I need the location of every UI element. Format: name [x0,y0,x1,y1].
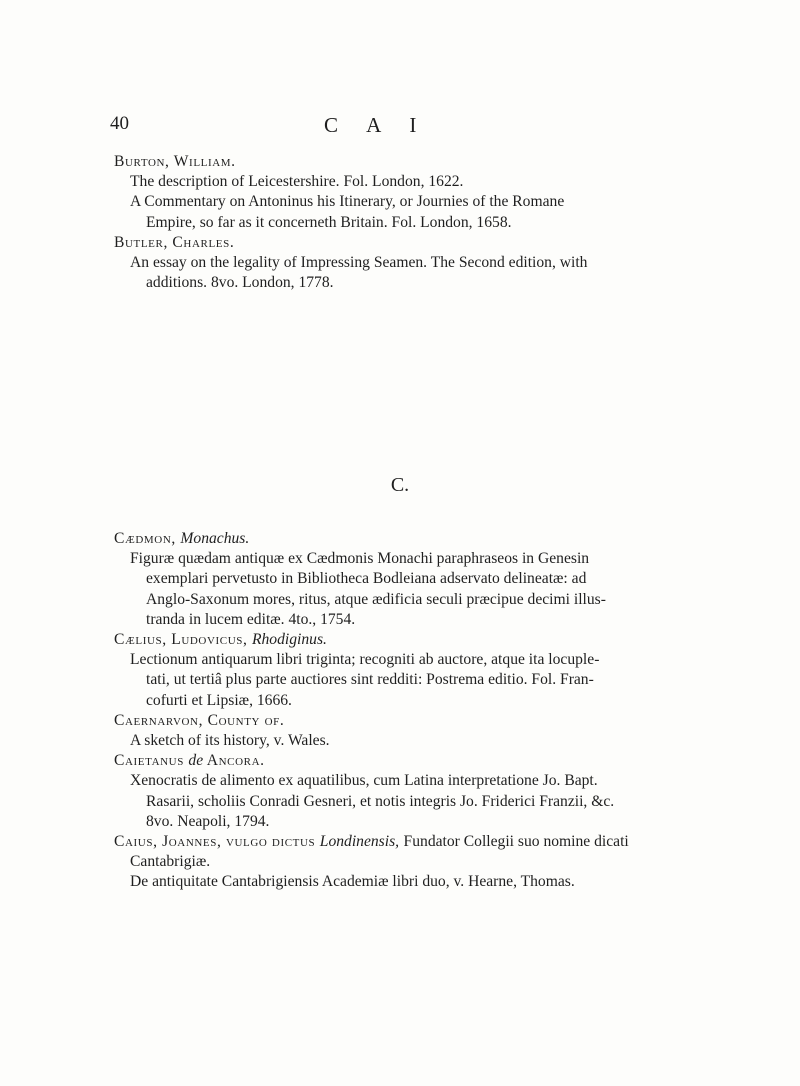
heading-butler: Butler, Charles. [114,233,235,251]
entry-line: Anglo-Saxonum mores, ritus, atque ædificia seculi præcipue decimi illus- [146,590,606,608]
heading-caietanus [114,751,730,771]
running-head-letters: C A I [324,113,429,137]
heading-name: Caietanus [114,752,184,770]
section-letter: C. [390,474,410,496]
entry-line: tati, ut tertiâ plus parte auctiores sint redditi: Postrema editio. Fol. Fran- [146,671,594,689]
entry-line: tranda in lucem editæ. 4to., 1754. [146,610,356,628]
entry-line: The description of Leicestershire. Fol. London, 1622. [130,173,464,191]
entry-caius-heading-cont [130,852,730,872]
heading-caelius [114,630,730,650]
heading-epithet: Londinensis, [319,833,400,851]
entry-caelius-1 [130,650,730,711]
page-number: 40 [110,113,129,134]
entry-line: Xenocratis de alimento ex aquatilibus, cum Latina interpretatione Jo. Bapt. [130,772,598,790]
entry-burton-2 [130,192,730,232]
entry-burton-1 [130,172,730,192]
heading-tail: Fundator Collegii suo nomine dicati [403,833,629,851]
entry-caernarvon-1 [130,731,730,751]
entry-line: 8vo. Neapoli, 1794. [146,812,270,830]
entry-butler-1 [130,253,730,293]
heading-tail: Ancora. [206,752,265,770]
heading-particle: de [188,752,204,770]
heading-name: Caius, Joannes, vulgo dictus [114,833,316,851]
heading-name: Caernarvon, County of. [114,711,285,729]
heading-name: Cælius, Ludovicus, [114,631,248,649]
entry-caedmon-1 [130,549,730,630]
entry-caietanus-1 [130,771,730,832]
running-head [110,113,700,139]
entry-line: De antiquitate Cantabrigiensis Academiæ libri duo, v. Hearne, Thomas. [130,873,575,891]
entries-block-bottom [114,529,730,893]
heading-caedmon [114,529,730,549]
heading-epithet: Rhodiginus. [251,631,327,649]
entry-caius-1 [130,872,730,892]
heading-epithet: Monachus. [180,530,250,547]
entry-line: Lectionum antiquarum libri triginta; recogniti ab auctore, atque ita locuple- [130,651,600,669]
entry-line: additions. 8vo. London, 1778. [146,274,334,292]
entry-line: A sketch of its history, v. Wales. [130,732,330,750]
entry-line: Rasarii, scholiis Conradi Gesneri, et notis integris Jo. Friderici Franzii, &c. [146,792,615,810]
entries-block-top [114,152,730,293]
heading-caernarvon [114,711,730,731]
entry-line: An essay on the legality of Impressing Seamen. The Second edition, with [130,254,588,272]
heading-burton: Burton, William. [114,153,236,170]
heading-continuation: Cantabrigiæ. [130,853,211,871]
heading-name: Cædmon, [114,530,176,547]
entry-line: Figuræ quædam antiquæ ex Cædmonis Monachi paraphraseos in Genesin [130,550,590,568]
entry-line: cofurti et Lipsiæ, 1666. [146,691,292,709]
heading-caius [114,832,730,852]
entry-line: A Commentary on Antoninus his Itinerary, or Journies of the Romane [130,193,565,211]
entry-line: exemplari pervetusto in Bibliotheca Bodleiana adservato delineatæ: ad [146,570,587,588]
entry-line: Empire, so far as it concerneth Britain. Fol. London, 1658. [146,213,512,231]
